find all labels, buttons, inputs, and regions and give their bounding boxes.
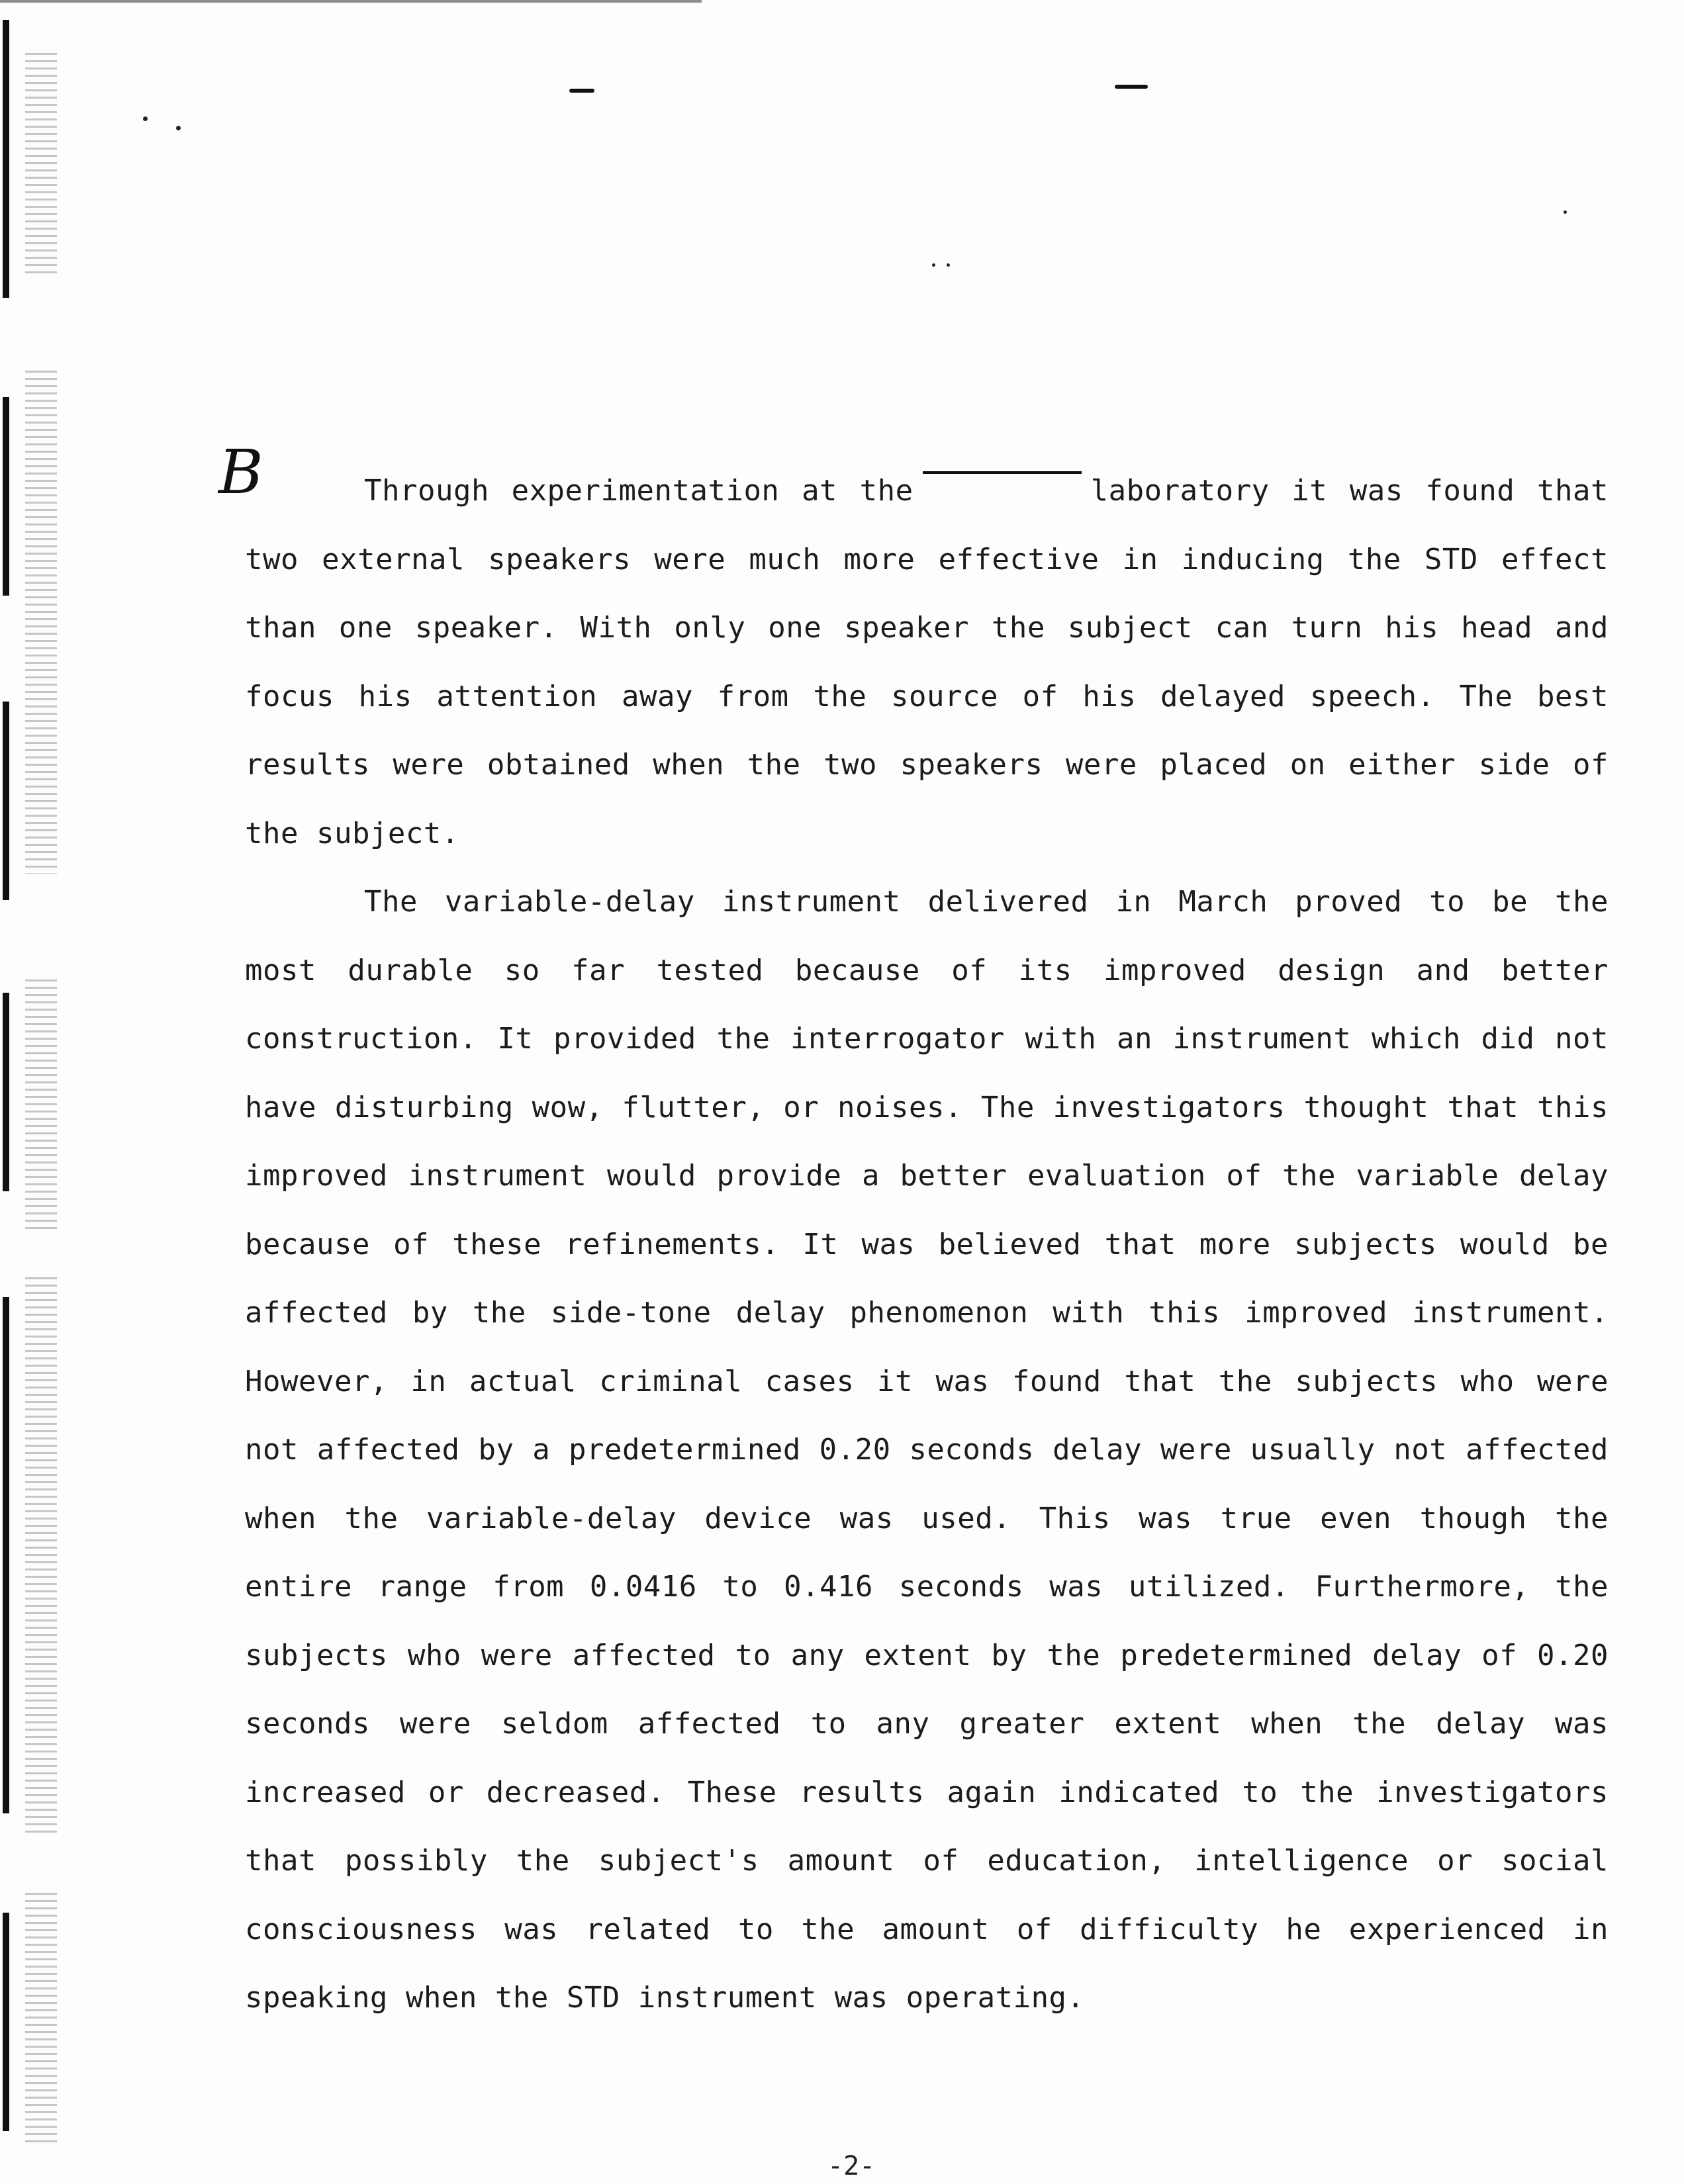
scan-header-dash xyxy=(569,89,594,93)
scan-edge-speckle xyxy=(25,53,57,278)
scan-edge-speckle xyxy=(25,371,57,874)
scan-edge-bar xyxy=(3,397,9,596)
body-text xyxy=(245,457,1609,2032)
scan-speck xyxy=(1564,210,1567,214)
scan-edge-speckle xyxy=(25,1277,57,1833)
handwritten-margin-mark: B xyxy=(218,437,263,508)
scan-header-dash xyxy=(1115,85,1148,89)
scan-edge-bar xyxy=(3,1297,9,1813)
scan-edge-speckle xyxy=(25,1893,57,2144)
paragraph-2: The variable-delay instrument delivered in March proved to be the most durable so far tested because of its improved design and better construction. It provided the interrogator with an instrument which did not have disturbing wow, flutter, or noises. The investigators thought that this improved instrument would provide a better evaluation of the variable delay because of these refinements. It was believed that more subjects would be affected by the side-tone delay phenomenon with this improved instrument. However, in actual criminal cases it was found that the subjects who were not affected by a predetermined 0.20 seconds delay were usually not affected when the variable-delay device was used. This was true even though the entire range from 0.0416 to 0.416 seconds was utilized. Furthermore, the subjects who were affected to any extent by the predetermined delay of 0.20 seconds were seldom affected to any greater extent when the delay was increased or decreased. These results again indicated to the investigators that possibly the subject's amount of education, intelligence or social consciousness was related to the amount of difficulty he experienced in speaking when the STD instrument was operating. xyxy=(245,885,1609,2015)
scan-edge-bar xyxy=(3,1913,9,2131)
scan-speck xyxy=(143,116,148,121)
redaction-bar xyxy=(923,471,1082,474)
paragraph-1-rest: laboratory it was found that two external speakers were much more effective in inducing the STD effect than one speaker. With only one speaker the subject can turn his head and focus his attention away from the source of his delayed speech. The best results were obtained when the two speakers were placed on either side of the subject. xyxy=(245,474,1609,850)
paragraph-1-start: Through experimentation at the xyxy=(364,474,913,508)
scan-speck xyxy=(176,126,181,130)
page-number: -2- xyxy=(827,2151,876,2181)
scan-edge-bar xyxy=(3,993,9,1191)
paragraph-1 xyxy=(245,457,1609,868)
scan-top-rule xyxy=(0,0,702,3)
scan-speck xyxy=(932,263,935,267)
scan-edge-bar xyxy=(3,702,9,900)
scan-speck xyxy=(947,263,950,267)
scan-edge-speckle xyxy=(25,979,57,1231)
scan-edge-bar xyxy=(3,20,9,298)
